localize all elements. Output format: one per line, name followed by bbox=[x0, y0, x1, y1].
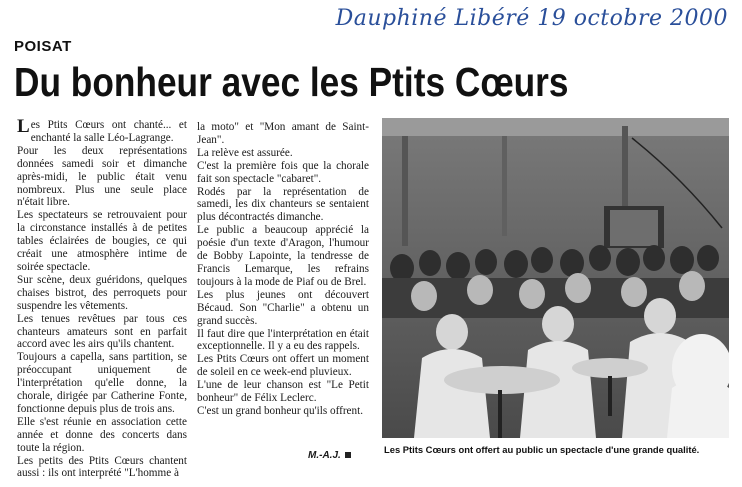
article-headline: Du bonheur avec les Ptits Cœurs bbox=[14, 59, 569, 105]
paragraph-text: es Ptits Cœurs ont chanté... et enchanté la salle Léo-Lagrange. bbox=[30, 119, 187, 144]
article-paragraph: C'est la première fois que la chorale fait son spectacle "cabaret". bbox=[197, 159, 369, 185]
article-paragraph: Rodés par la représentation de samedi, les dix chanteurs se sentaient plus décontractés dimanche. bbox=[197, 185, 369, 224]
article-paragraph: Il faut dire que l'interprétation en était exceptionnelle. Il y a eu des rappels. bbox=[197, 327, 369, 353]
article-paragraph: La relève est assurée. bbox=[197, 146, 293, 159]
article-paragraph bbox=[17, 116, 187, 145]
article-paragraph: Sur scène, deux guéridons, quelques chaises bistrot, des perroquets pour suspendre les vêtements. bbox=[17, 273, 187, 312]
article-paragraph: Le public a beaucoup apprécié la poésie d'un texte d'Aragon, l'humour de Bobby Lapointe, la tendresse de Francis Lemarque, les refrains toujours à la mode de Piaf ou de Brel. bbox=[197, 224, 369, 288]
article-paragraph: la moto" et "Mon amant de Saint-Jean". bbox=[197, 121, 369, 146]
article-paragraph: C'est un grand bonheur qu'ils offrent. bbox=[197, 404, 364, 417]
article-paragraph: Les petits des Ptits Cœurs chantent aussi : ils ont interprété "L'homme à bbox=[17, 454, 187, 480]
signature-text: M.-A.J. bbox=[308, 450, 341, 461]
article-paragraph: Les spectateurs se retrouvaient pour la circonstance installés à de petites tables éclairées de bougies, ce qui créait une atmosphère intime de soirée spectacle. bbox=[17, 209, 187, 273]
newspaper-masthead: Dauphiné Libéré 19 octobre 2000 bbox=[335, 6, 728, 31]
location-rubric: POISAT bbox=[14, 38, 72, 55]
article-paragraph: Les plus jeunes ont découvert Bécaud. Son "Charlie" a obtenu un grand succès. bbox=[197, 288, 369, 327]
drop-cap: L bbox=[17, 116, 30, 137]
end-mark-icon bbox=[345, 452, 351, 458]
article-paragraph: Toujours a capella, sans partition, se préoccupant uniquement de l'interprétation qu'elle donne, la chorale, dirigée par Catherine Fonte, fonctionne depuis plus de trois ans. bbox=[17, 351, 187, 415]
article-paragraph: Les tenues revêtues par tous ces chanteurs amateurs sont en parfait accord avec les airs qu'ils chantent. bbox=[17, 312, 187, 351]
article-paragraph: Pour les deux représentations données samedi soir et dimanche après-midi, le public était venu nombreux. Plus une seule place n'était libre. bbox=[17, 144, 187, 209]
article-column-1 bbox=[17, 116, 187, 480]
article-paragraph: Les Ptits Cœurs ont offert un moment de soleil en ce week-end pluvieux. bbox=[197, 353, 369, 379]
article-paragraph: Elle s'est réunie en association cette année et donne des concerts dans toute la région. bbox=[17, 415, 187, 454]
article-column-2 bbox=[197, 121, 369, 418]
photo-caption: Les Ptits Cœurs ont offert au public un spectacle d'une grande qualité. bbox=[384, 444, 700, 455]
article-paragraph: L'une de leur chanson est "Le Petit bonheur" de Félix Leclerc. bbox=[197, 379, 369, 405]
author-signature bbox=[308, 450, 351, 461]
audience-photo bbox=[382, 118, 729, 438]
audience-photo-illustration bbox=[382, 118, 729, 438]
